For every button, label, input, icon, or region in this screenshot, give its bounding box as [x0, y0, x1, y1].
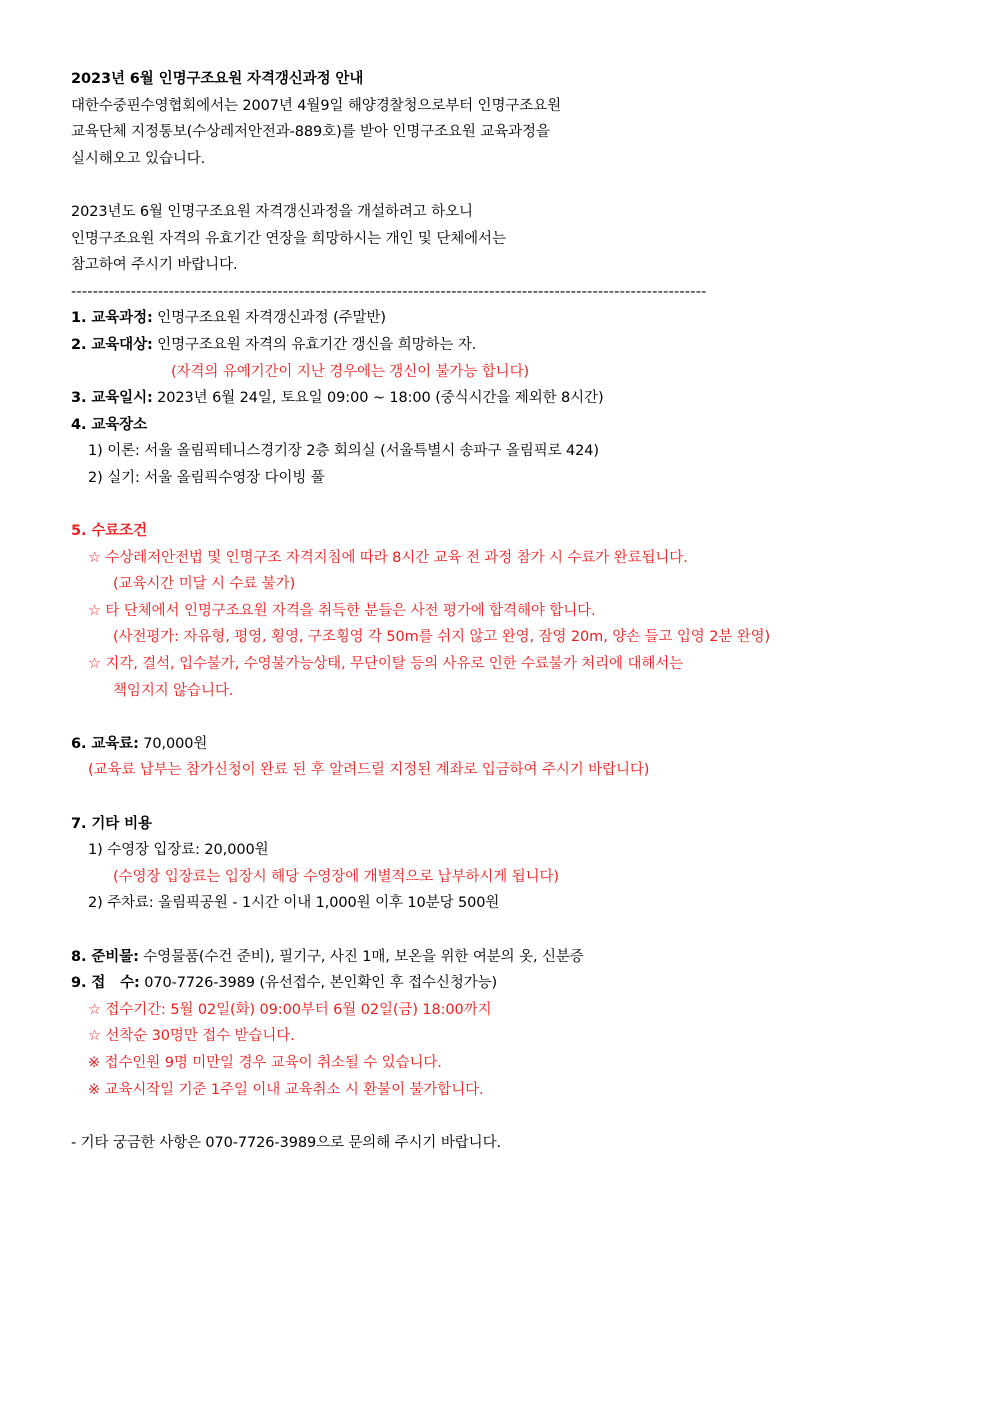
section-label: 2. 교육대상:: [71, 336, 153, 353]
cost-item: 2) 주차료: 올림픽공원 - 1시간 이내 1,000원 이후 10분당 500원: [88, 895, 500, 912]
completion-line: (교육시간 미달 시 수료 불가): [113, 576, 296, 593]
intro-line: 실시해오고 있습니다.: [71, 150, 206, 167]
registration-line: ☆ 선착순 30명만 접수 받습니다.: [88, 1028, 295, 1045]
intro2-line: 참고하여 주시기 바랍니다.: [71, 257, 238, 274]
section-label: 1. 교육과정:: [71, 310, 153, 327]
section-value: 2023년 6월 24일, 토요일 09:00 ~ 18:00 (중식시간을 제외한 8시간): [152, 390, 604, 407]
section-completion-label: 5. 수료조건: [71, 523, 147, 540]
section-venue-label: 4. 교육장소: [71, 416, 147, 433]
target-note: (자격의 유예기간이 지난 경우에는 갱신이 불가능 합니다): [171, 363, 530, 380]
section-supplies: [71, 944, 951, 971]
intro2-line: 2023년도 6월 인명구조요원 자격갱신과정을 개설하려고 하오니: [71, 203, 473, 220]
section-label: 6. 교육료:: [71, 735, 139, 752]
registration-line: ☆ 접수기간: 5월 02일(화) 09:00부터 6월 02일(금) 18:00까지: [88, 1001, 492, 1018]
completion-line: ☆ 타 단체에서 인명구조요원 자격을 취득한 분들은 사전 평가에 합격해야 합니다.: [88, 602, 596, 619]
section-datetime: [71, 385, 951, 412]
section-fee: [71, 731, 951, 758]
section-target: [71, 332, 951, 359]
section-value: 인명구조요원 자격의 유효기간 갱신을 희망하는 자.: [152, 336, 477, 353]
section-value: 인명구조요원 자격갱신과정 (주말반): [152, 310, 386, 327]
section-value: 70,000원: [138, 735, 208, 752]
registration-line: ※ 접수인원 9명 미만일 경우 교육이 취소될 수 있습니다.: [88, 1054, 442, 1071]
completion-line: 책임지지 않습니다.: [113, 682, 234, 699]
divider: ---------------------------------------------------------------------------------------------------------------------: [71, 283, 707, 300]
footer-note: - 기타 궁금한 사항은 070-7726-3989으로 문의해 주시기 바랍니다.: [71, 1134, 501, 1151]
section-other-costs-label: 7. 기타 비용: [71, 815, 152, 832]
completion-line: (사전평가: 자유형, 평영, 횡영, 구조횡영 각 50m를 쉬지 않고 완영, 잠영 20m, 양손 들고 입영 2분 완영): [113, 629, 771, 646]
fee-note: (교육료 납부는 참가신청이 완료 된 후 알려드릴 지정된 계좌로 입금하여 주시기 바랍니다): [88, 762, 650, 779]
intro2-line: 인명구조요원 자격의 유효기간 연장을 희망하시는 개인 및 단체에서는: [71, 230, 506, 247]
registration-line: ※ 교육시작일 기준 1주일 이내 교육취소 시 환불이 불가합니다.: [88, 1081, 484, 1098]
completion-line: ☆ 수상레저안전법 및 인명구조 자격지침에 따라 8시간 교육 전 과정 참가 시 수료가 완료됩니다.: [88, 549, 688, 566]
completion-line: ☆ 지각, 결석, 입수불가, 수영불가능상태, 무단이탈 등의 사유로 인한 수료불가 처리에 대해서는: [88, 656, 684, 673]
venue-item: 2) 실기: 서울 올림픽수영장 다이빙 풀: [88, 469, 325, 486]
section-value: 070-7726-3989 (유선접수, 본인확인 후 접수신청가능): [139, 975, 498, 992]
section-label: 8. 준비물:: [71, 948, 139, 965]
document-page: [71, 66, 951, 1156]
cost-note: (수영장 입장료는 입장시 해당 수영장에 개별적으로 납부하시게 됩니다): [113, 868, 559, 885]
document-title: 2023년 6월 인명구조요원 자격갱신과정 안내: [71, 71, 364, 87]
cost-item: 1) 수영장 입장료: 20,000원: [88, 842, 269, 859]
section-label: 3. 교육일시:: [71, 390, 153, 407]
section-course: [71, 305, 951, 332]
section-registration: [71, 970, 951, 997]
intro-line: 교육단체 지정통보(수상레저안전과-889호)를 받아 인명구조요원 교육과정을: [71, 124, 550, 141]
intro-line: 대한수중핀수영협회에서는 2007년 4월9일 해양경찰청으로부터 인명구조요원: [71, 97, 561, 114]
venue-item: 1) 이론: 서울 올림픽테니스경기장 2층 회의실 (서울특별시 송파구 올림픽로 424): [88, 443, 599, 460]
section-value: 수영물품(수건 준비), 필기구, 사진 1매, 보온을 위한 여분의 옷, 신분증: [138, 948, 584, 965]
section-label: 9. 접 수:: [71, 975, 140, 992]
